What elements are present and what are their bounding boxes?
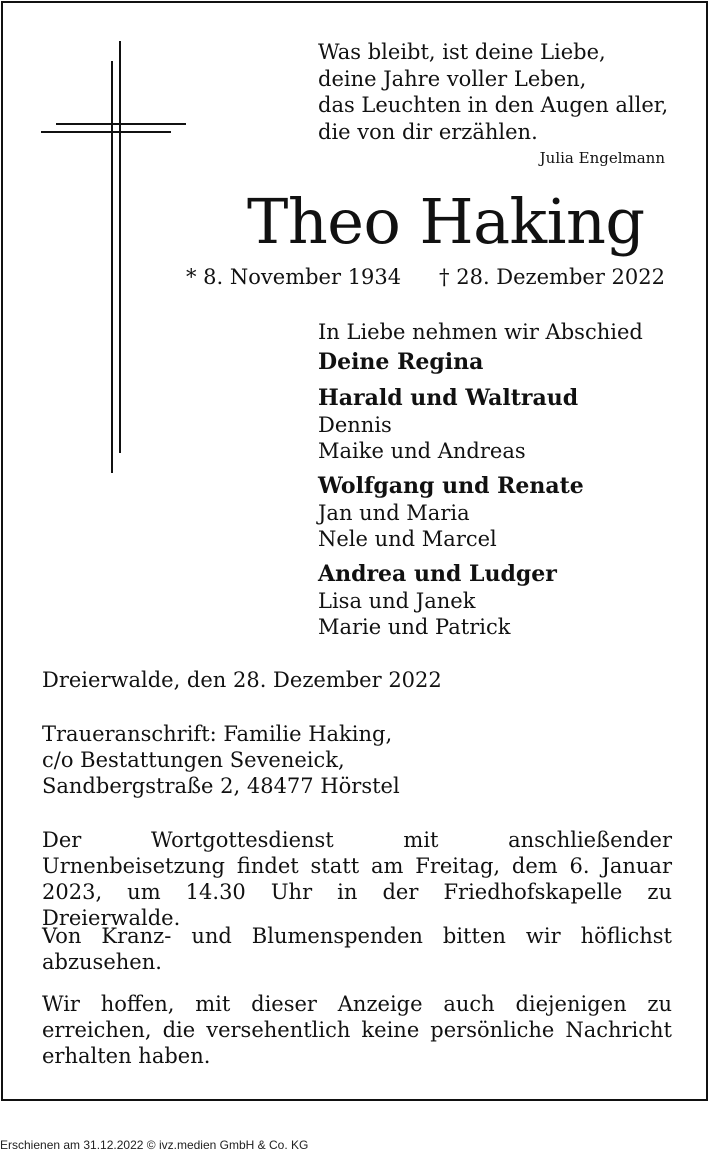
address-line: c/o Bestattungen Seveneick,: [42, 748, 345, 772]
mourning-address: [42, 721, 400, 799]
birth-date: * 8. November 1934: [186, 265, 402, 289]
address-line: Traueranschrift: Familie Haking,: [42, 722, 393, 746]
poem-line: deine Jahre voller Leben,: [318, 66, 587, 91]
publication-footer: Erschienen am 31.12.2022 © ivz.medien GmbH & Co. KG: [0, 1138, 309, 1152]
notice-note: Wir hoffen, mit dieser Anzeige auch diejenigen zu erreichen, die versehentlich keine persönliche Nachricht erhalten haben.: [42, 992, 672, 1068]
poem-line: die von dir erzählen.: [318, 119, 538, 144]
obituary-frame: [1, 1, 708, 1101]
family-member: Marie und Patrick: [318, 615, 511, 639]
family-intro: In Liebe nehmen wir Abschied: [318, 320, 643, 344]
family-head: Wolfgang und Renate: [318, 473, 584, 499]
family-member: Nele und Marcel: [318, 527, 497, 551]
poem: [318, 39, 668, 145]
family-member: Maike und Andreas: [318, 439, 526, 463]
family-head: Andrea und Ludger: [318, 561, 557, 587]
family-member: Lisa und Janek: [318, 589, 476, 613]
death-date: † 28. Dezember 2022: [439, 265, 665, 289]
poem-author: Julia Engelmann: [539, 149, 665, 167]
cross-icon: [41, 41, 191, 477]
family-member: Jan und Maria: [318, 501, 470, 525]
flowers-note: Von Kranz- und Blumenspenden bitten wir höflichst abzusehen.: [42, 924, 672, 974]
family-member: Dennis: [318, 413, 392, 437]
deceased-name: Theo Haking: [247, 185, 645, 258]
family-head: Deine Regina: [318, 349, 484, 375]
address-line: Sandbergstraße 2, 48477 Hörstel: [42, 774, 400, 798]
poem-line: Was bleibt, ist deine Liebe,: [318, 40, 606, 64]
service-info: Der Wortgottesdienst mit anschließender Urnenbeisetzung findet statt am Freitag, dem 6. Januar 2023, um 14.30 Uhr in der Friedhofskapelle zu Dreierwalde.: [42, 828, 672, 930]
place-date: Dreierwalde, den 28. Dezember 2022: [42, 668, 442, 692]
family-head: Harald und Waltraud: [318, 385, 579, 411]
family-list: [318, 319, 643, 640]
poem-line: das Leuchten in den Augen aller,: [318, 93, 669, 117]
